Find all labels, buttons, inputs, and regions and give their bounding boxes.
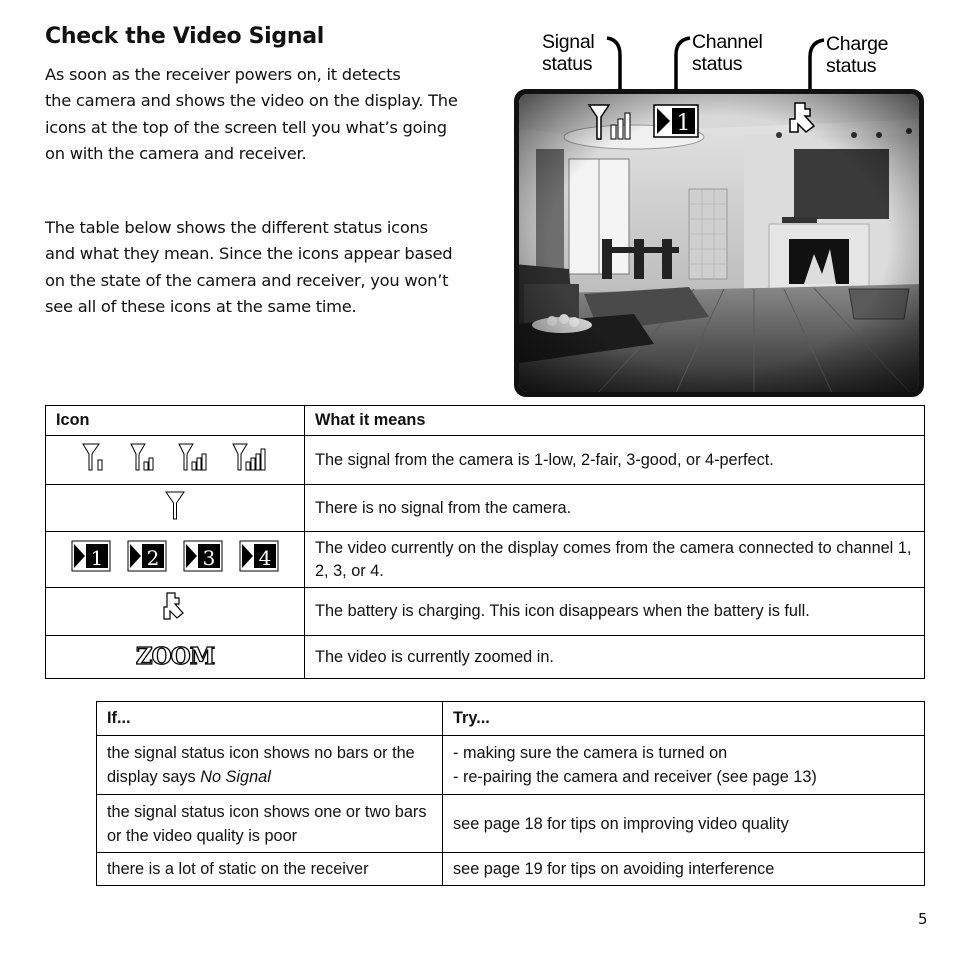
channel-number: 1	[676, 111, 691, 136]
table-header-row	[97, 702, 925, 736]
table-row	[46, 485, 925, 532]
meaning-cell: The video is currently zoomed in.	[305, 636, 925, 679]
table-row	[97, 853, 925, 886]
meaning-cell: The video currently on the display comes from the camera connected to channel 1, 2, 3, or 4.	[305, 532, 925, 588]
try-bullet: - re-pairing the camera and receiver (see page 13)	[453, 768, 817, 786]
table-intro-line: see all of these icons at the same time.	[45, 296, 357, 316]
table-header-row	[46, 406, 925, 436]
if-column-header: If...	[97, 702, 443, 736]
table-intro-line: and what they mean. Since the icons appear based	[45, 244, 453, 264]
try-column-header: Try...	[443, 702, 925, 736]
callout-word: Charge	[826, 33, 889, 55]
table-row	[97, 795, 925, 853]
if-cell: the signal status icon shows one or two bars or the video quality is poor	[97, 795, 443, 853]
callout-word: status	[692, 53, 743, 75]
callout-word: status	[542, 53, 593, 75]
no-signal-message: No Signal	[200, 768, 271, 786]
signal-strength-1-4-icons	[46, 436, 305, 485]
channel-status-icon	[654, 105, 698, 137]
channel-label: 2	[146, 546, 160, 570]
signal-2-bar-icon	[129, 442, 155, 472]
if-cell: there is a lot of static on the receiver	[97, 853, 443, 886]
table-row	[97, 736, 925, 795]
intro-line: the camera and shows the video on the display. The	[45, 91, 458, 111]
callout-word: Signal	[542, 31, 595, 53]
battery-charging-icon-cell	[46, 588, 305, 636]
callout-word: status	[826, 55, 877, 77]
signal-1-bar-icon	[81, 442, 107, 472]
meaning-cell: The signal from the camera is 1-low, 2-fair, 3-good, or 4-perfect.	[305, 436, 925, 485]
try-cell	[443, 736, 925, 795]
intro-line: on with the camera and receiver.	[45, 143, 307, 163]
channel-label: 4	[258, 546, 272, 570]
meaning-cell: The battery is charging. This icon disappears when the battery is full.	[305, 588, 925, 636]
zoom-icon	[135, 639, 215, 670]
page-number: 5	[918, 910, 928, 928]
charge-leader-line	[810, 40, 824, 96]
try-cell: see page 19 for tips on avoiding interference	[443, 853, 925, 886]
channel-leader-line	[676, 38, 690, 96]
signal-3-bar-icon	[177, 442, 209, 472]
table-row	[46, 436, 925, 485]
no-signal-icon	[164, 489, 186, 521]
channel-1-4-icons	[46, 532, 305, 588]
channel-label: 1	[90, 546, 104, 570]
no-signal-icon-cell	[46, 485, 305, 532]
callout-word: Channel	[692, 31, 763, 53]
receiver-screen	[514, 89, 924, 397]
channel-2-icon	[127, 540, 167, 572]
living-room-camera-view	[514, 89, 924, 397]
meaning-cell: There is no signal from the camera.	[305, 485, 925, 532]
zoom-icon-cell	[46, 636, 305, 679]
signal-4-bar-icon	[231, 442, 269, 472]
intro-line: As soon as the receiver powers on, it detects	[45, 65, 401, 84]
signal-leader-line	[607, 38, 620, 96]
channel-1-icon	[71, 540, 111, 572]
if-text: the signal status icon shows no bars or the display says	[107, 744, 415, 786]
status-icon-table	[45, 405, 925, 679]
troubleshooting-table	[96, 701, 925, 886]
table-intro-paragraph	[45, 215, 515, 320]
try-cell: see page 18 for tips on improving video quality	[443, 795, 925, 853]
icon-column-header: Icon	[46, 406, 305, 436]
channel-3-icon	[183, 540, 223, 572]
page-title: Check the Video Signal	[45, 24, 325, 49]
table-row	[46, 588, 925, 636]
channel-label: 3	[202, 546, 216, 570]
table-intro-line: on the state of the camera and receiver, you won’t	[45, 270, 449, 290]
table-intro-line: The table below shows the different status icons	[45, 218, 428, 237]
intro-line: icons at the top of the screen tell you what’s going	[45, 117, 447, 137]
meaning-column-header: What it means	[305, 406, 925, 436]
if-cell	[97, 736, 443, 795]
table-row	[46, 532, 925, 588]
zoom-icon-text: ZOOM	[135, 642, 215, 670]
battery-charging-icon	[158, 591, 192, 625]
table-row	[46, 636, 925, 679]
channel-4-icon	[239, 540, 279, 572]
try-bullet: - making sure the camera is turned on	[453, 744, 728, 762]
